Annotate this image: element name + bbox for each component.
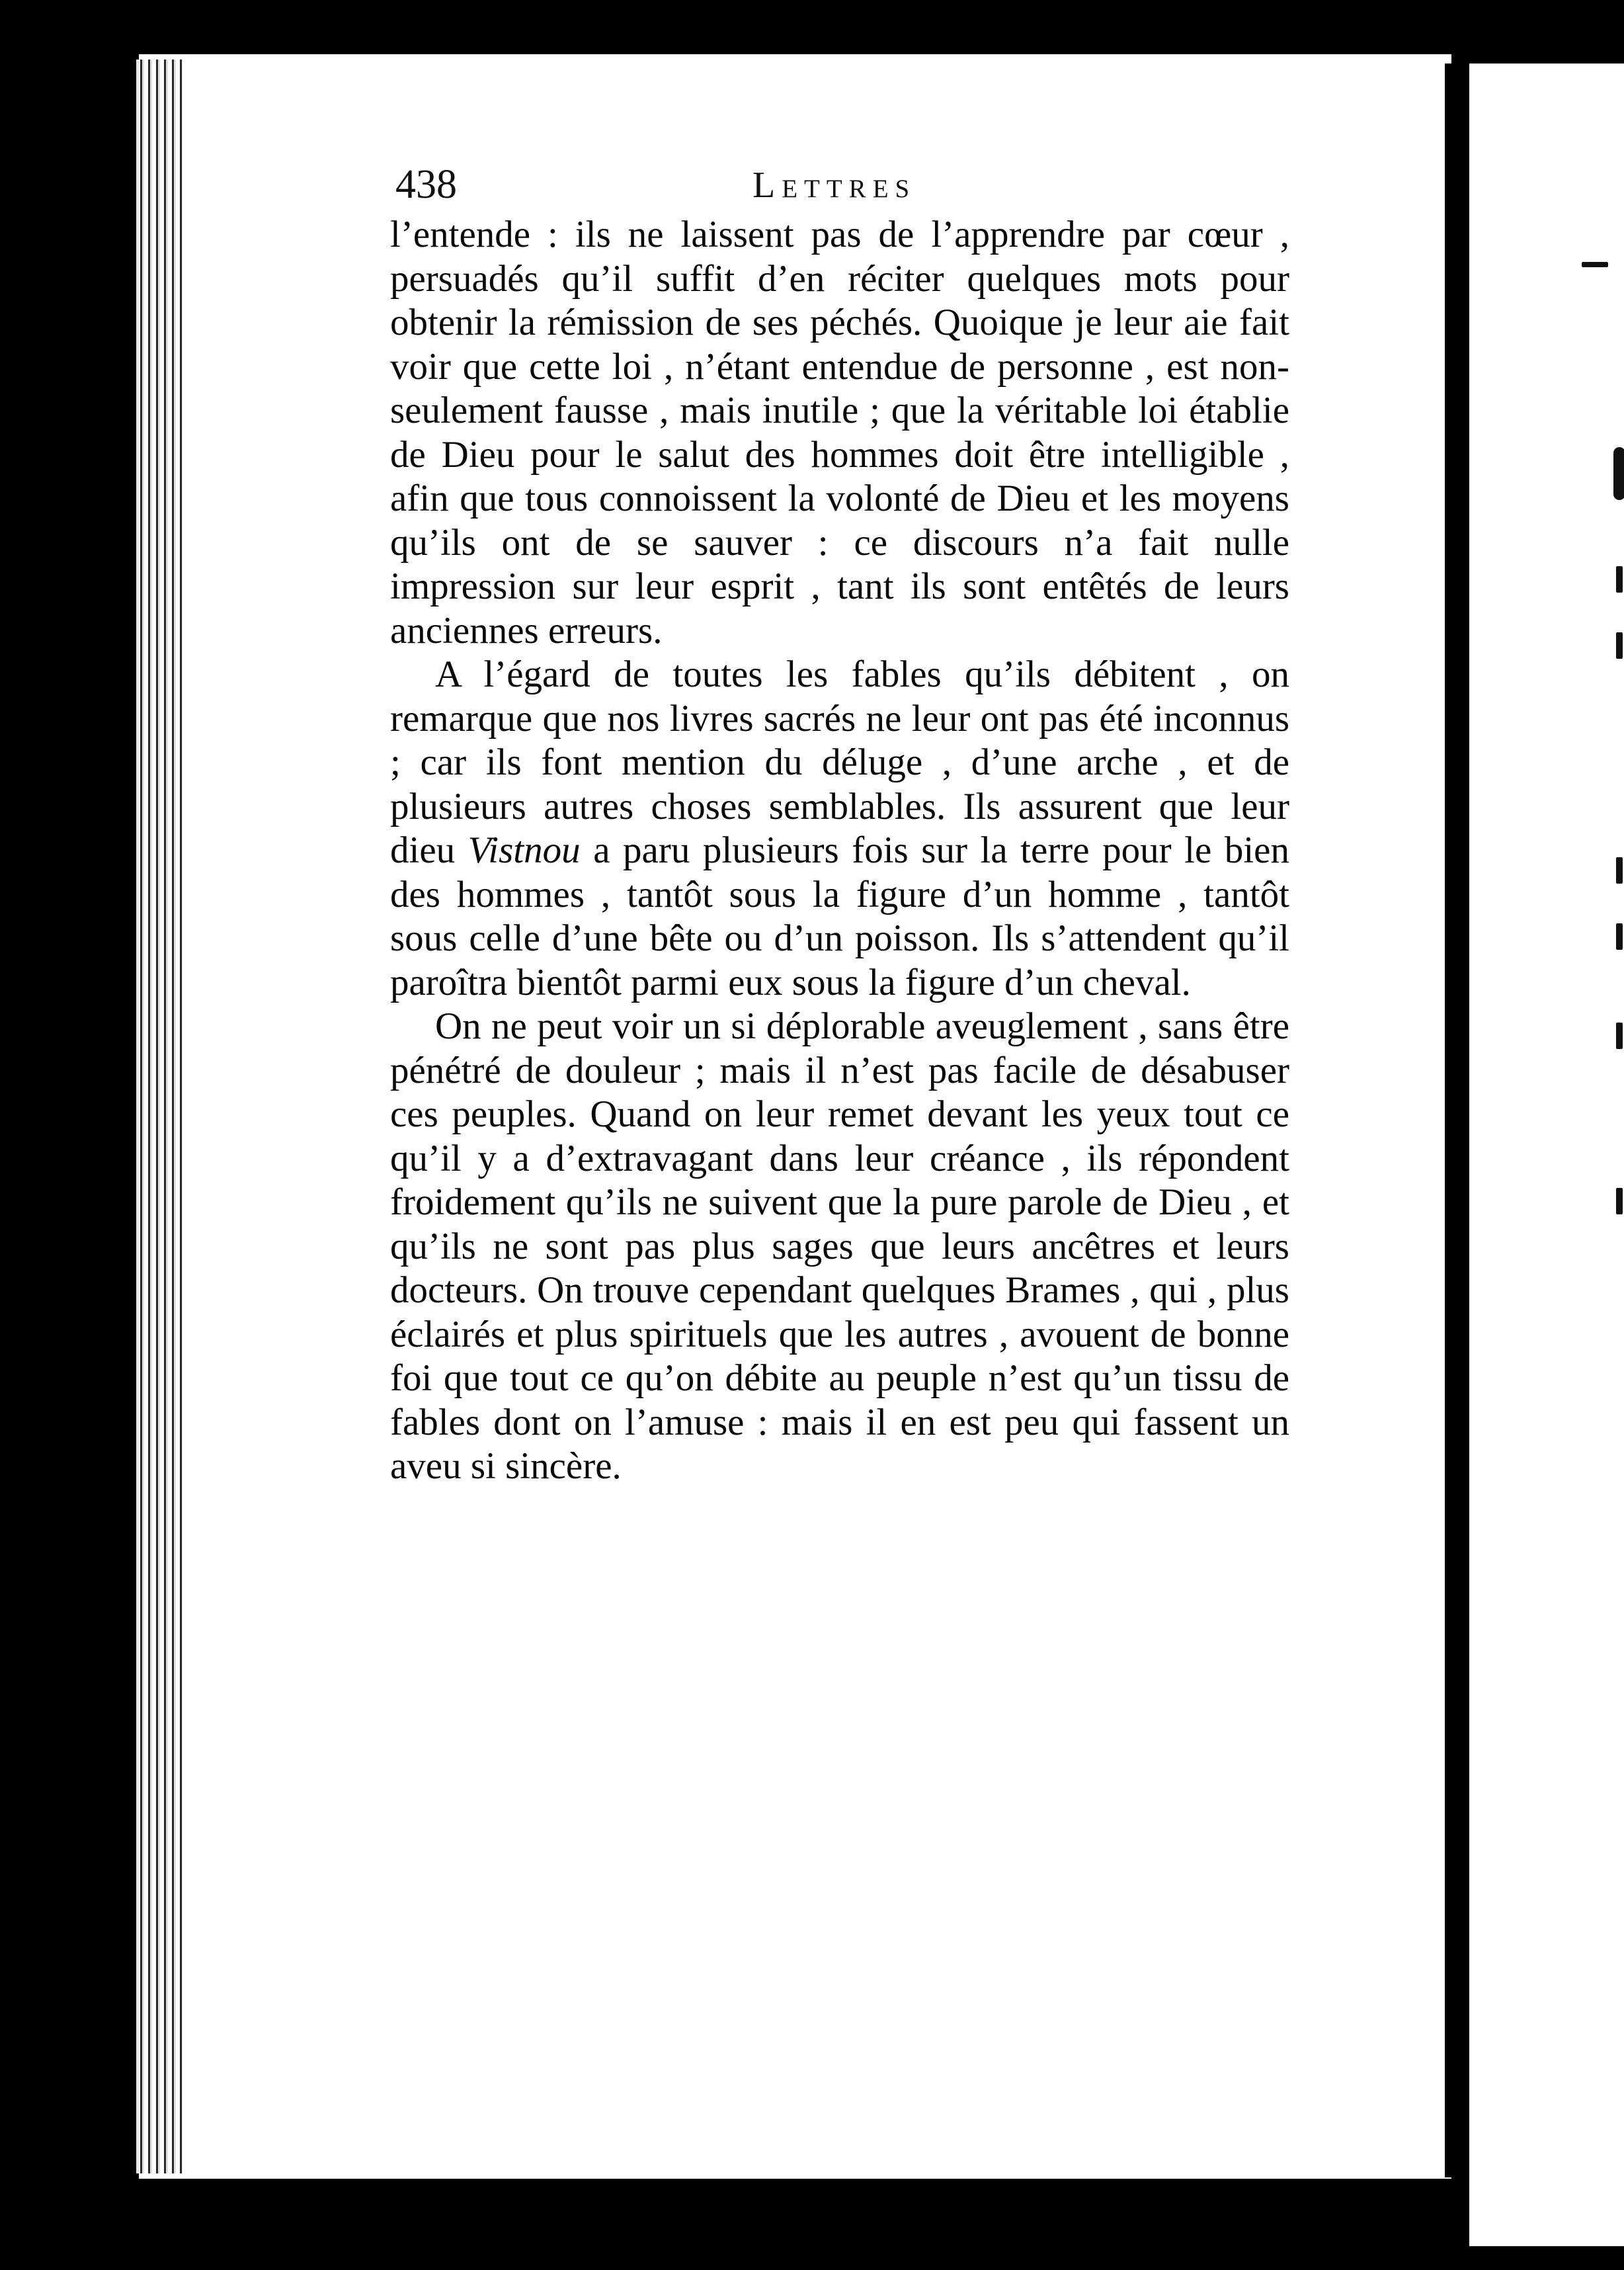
paragraph-text: l’entende : ils ne laissent pas de l’apprendre par cœur , persuadés qu’il suffit d’en réciter quelques mots pour obtenir la rémission de ses péchés. Quoique je leur aie fait voir que cette loi , n’étant entendue de personne , est non-seulement fausse , mais inutile ; que la véritable loi établie de Dieu pour le salut des hommes doit être intelligible , afin que tous connoissent la volonté de Dieu et les moyens qu’ils ont de se sauver : ce discours n’a fait nulle impression sur leur esprit , tant ils sont entêtés de leurs anciennes erreurs. [390,214,1289,652]
facing-page-mark [1582,262,1608,267]
book-gutter [1445,63,1459,2177]
running-title: Lettres [752,165,916,206]
facing-page-mark [1616,566,1623,593]
paragraph [390,1005,1289,1489]
facing-page-mark [1616,1188,1623,1214]
paragraph [390,653,1289,1005]
paragraph-text: A l’égard de toutes les fables qu’ils débitent , on remarque que nos livres sacrés ne leur ont pas été inconnus ; car ils font mention du déluge , d’une arche , et de plusieurs autres choses semblables. Ils assurent que leur dieu [390,653,1289,871]
facing-page-mark [1616,923,1623,950]
paragraph-italic-text: Vistnou [467,829,581,871]
facing-page-mark [1616,857,1623,884]
paragraph-text: On ne peut voir un si déplorable aveuglement , sans être pénétré de douleur ; mais il n’est pas facile de désabuser ces peuples. Quand on leur remet devant les yeux tout ce qu’il y a d’extravagant dans leur créance , ils répondent froidement qu’ils ne suivent que la pure parole de Dieu , et qu’ils ne sont pas plus sages que leurs ancêtres et leurs docteurs. On trouve cependant quelques Brames , qui , plus éclairés et plus spirituels que les autres , avouent de bonne foi que tout ce qu’on débite au peuple n’est qu’un tissu de fables dont on l’amuse : mais il en est peu qui fassent un aveu si sincère. [390,1005,1289,1487]
facing-page-mark [1616,1023,1623,1049]
paragraph [390,213,1289,653]
facing-page-mark [1616,632,1623,659]
facing-page-fragment [1469,63,1624,2246]
page-header [395,161,1288,214]
body-text [390,213,1289,1489]
page-number: 438 [395,162,457,207]
paragraph-text: a paru plusieurs fois sur la terre pour le bien des hommes , tantôt sous la figure d’un homme , tantôt sous celle d’une bête ou d’un poisson. Ils s’attendent qu’il paroîtra bientôt parmi eux sous la figure d’un cheval. [390,829,1289,1003]
page-edge-stack [136,60,183,2173]
facing-page-mark [1613,447,1624,500]
